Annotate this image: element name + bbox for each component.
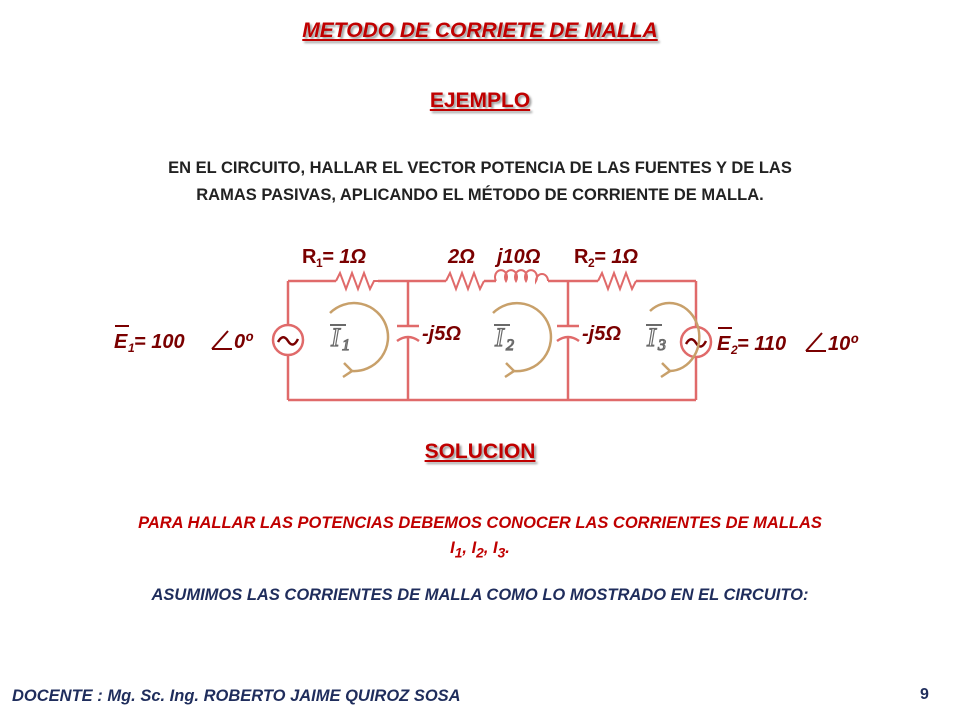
mesh-currents-list: $I_1$, $I_2$, $I_3$. <box>450 539 510 561</box>
svg-text:E: E <box>114 331 128 353</box>
mesh-1-arrowhead-icon <box>343 363 352 377</box>
footer-instructor: DOCENTE : Mg. Sc. Ing. ROBERTO JAIME QUIROZ SOSA <box>12 687 461 705</box>
svg-text:1: 1 <box>342 337 350 354</box>
svg-text:R: R <box>302 246 317 268</box>
angle-symbol-e2-icon <box>806 333 826 351</box>
svg-text:E: E <box>717 333 731 355</box>
svg-text:I: I <box>647 323 656 352</box>
svg-text:= 1Ω: = 1Ω <box>594 246 638 268</box>
problem-statement <box>60 155 900 209</box>
capacitor-2-label: -j5Ω <box>582 323 621 345</box>
ac-source-e1-icon <box>273 325 303 355</box>
r1-label <box>302 246 366 270</box>
e1-label <box>114 326 254 355</box>
solution-paragraph-2: ASUMIMOS LAS CORRIENTES DE MALLA COMO LO MOSTRADO EN EL CIRCUITO: <box>151 586 809 604</box>
problem-line-2: RAMAS PASIVAS, APLICANDO EL MÉTODO DE CORRIENTE DE MALLA. <box>196 186 764 204</box>
svg-text:2: 2 <box>731 343 738 357</box>
solution-paragraph-1 <box>30 511 930 565</box>
solution-heading: SOLUCION <box>424 440 536 463</box>
slide-title: METODO DE CORRIETE DE MALLA <box>302 19 658 42</box>
resistor-r1-symbol <box>336 273 378 289</box>
solution-paragraph-1-text: PARA HALLAR LAS POTENCIAS DEBEMOS CONOCER LAS CORRIENTES DE MALLAS <box>138 514 822 532</box>
svg-text:= 110: = 110 <box>737 333 787 355</box>
resistor-mid-symbol <box>446 273 484 289</box>
svg-text:1: 1 <box>128 341 135 355</box>
resistor-r2-symbol <box>598 273 636 289</box>
problem-line-1: EN EL CIRCUITO, HALLAR EL VECTOR POTENCIA DE LAS FUENTES Y DE LAS <box>168 159 792 177</box>
inductor-symbol <box>495 270 548 281</box>
svg-text:= 100: = 100 <box>134 331 185 353</box>
svg-text:I: I <box>331 323 340 352</box>
mesh-2-arrowhead-icon <box>505 363 514 377</box>
mesh-1-label <box>330 323 350 354</box>
svg-text:I: I <box>495 323 504 352</box>
svg-text:R: R <box>574 246 589 268</box>
circuit-diagram <box>0 225 960 415</box>
example-heading: EJEMPLO <box>429 89 531 112</box>
mesh-3-label <box>646 323 666 354</box>
svg-text:3: 3 <box>658 337 666 354</box>
svg-text:1: 1 <box>316 256 323 270</box>
mesh-3-arrowhead-icon <box>661 363 670 377</box>
svg-text:2: 2 <box>506 337 514 354</box>
angle-symbol-e1-icon <box>212 331 232 349</box>
inductor-label: j10Ω <box>497 246 541 268</box>
svg-text:0º: 0º <box>234 331 253 353</box>
svg-text:10º: 10º <box>828 333 858 355</box>
mesh-2-label <box>494 323 514 354</box>
resistor-mid-label: 2Ω <box>448 246 475 268</box>
svg-text:= 1Ω: = 1Ω <box>322 246 366 268</box>
svg-text:2: 2 <box>588 256 595 270</box>
page-number: 9 <box>920 686 929 703</box>
e2-label <box>717 328 859 357</box>
capacitor-1-label: -j5Ω <box>422 323 461 345</box>
r2-label <box>574 246 638 270</box>
